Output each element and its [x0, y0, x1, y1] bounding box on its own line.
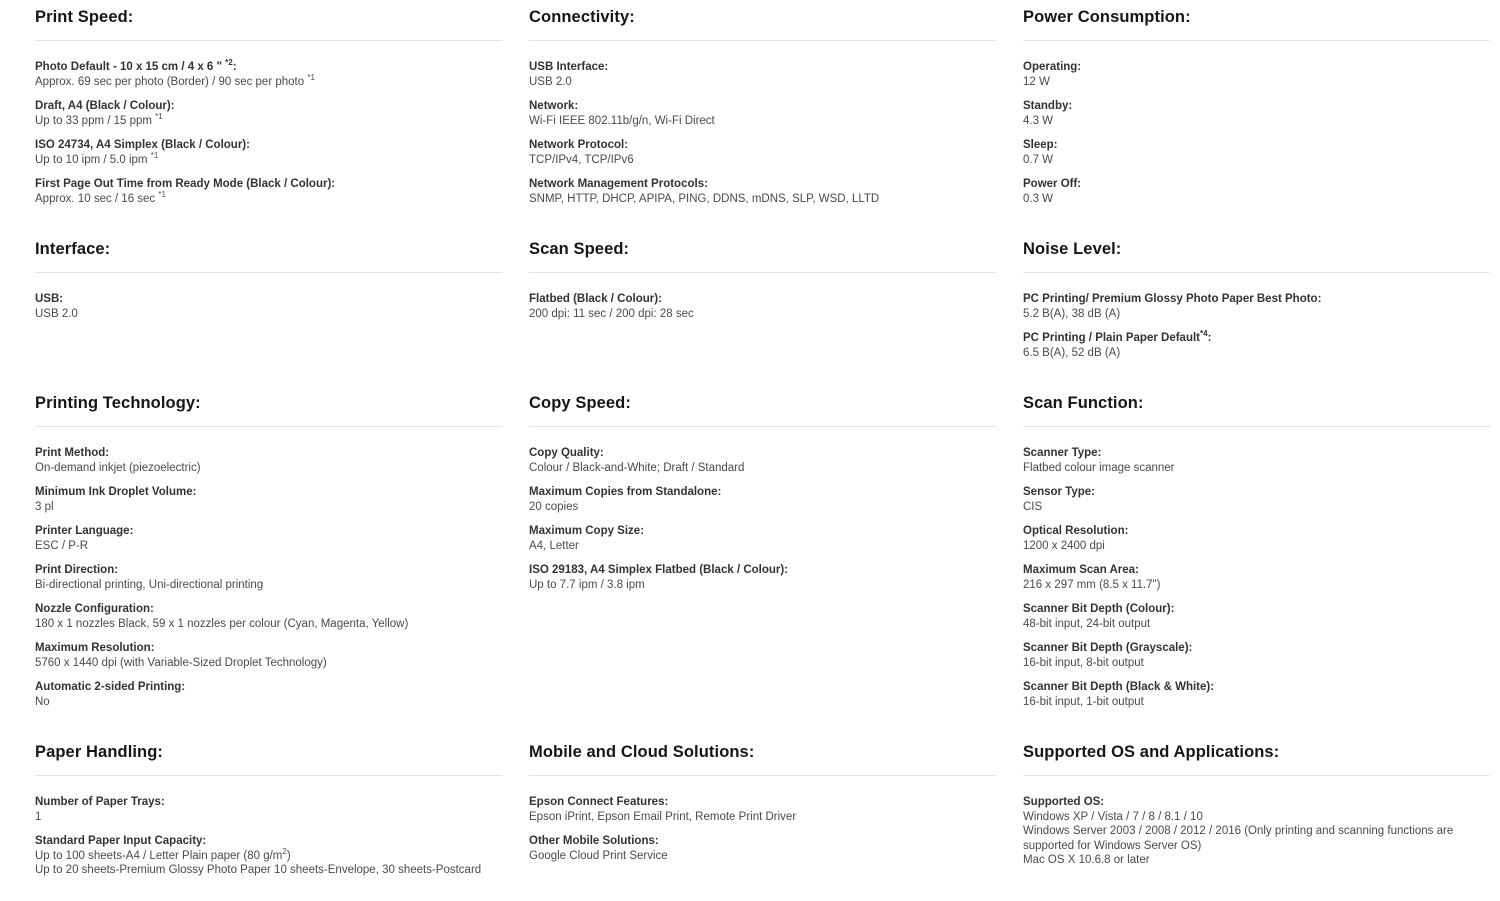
- spec-item: [529, 138, 996, 167]
- text-segment: Maximum Copies from Standalone:: [529, 486, 722, 498]
- spec-value: [529, 849, 996, 864]
- spec-item: [529, 834, 996, 863]
- text-segment: USB 2.0: [529, 75, 572, 88]
- spec-item: [1023, 795, 1490, 868]
- footnote-marker: 2: [282, 846, 287, 856]
- spec-item: [1023, 602, 1490, 631]
- spec-value: [35, 656, 502, 671]
- text-segment: Number of Paper Trays:: [35, 796, 165, 808]
- text-segment: 48-bit input, 24-bit output: [1023, 617, 1151, 630]
- spec-value: [35, 72, 502, 90]
- spec-section-scan-speed: [529, 240, 996, 321]
- text-segment: Mac OS X 10.6.8 or later: [1023, 854, 1150, 866]
- spec-item: [35, 60, 502, 89]
- text-segment: Automatic 2-sided Printing:: [35, 681, 186, 693]
- spec-label: [529, 524, 996, 539]
- spec-section-copy-speed: [529, 394, 996, 592]
- spec-value: [35, 307, 502, 322]
- spec-value: [1023, 346, 1490, 361]
- spec-item: [529, 485, 996, 514]
- spec-label: [35, 99, 502, 114]
- text-segment: Up to 100 sheets-A4 / Letter Plain paper (80 g/m: [35, 849, 283, 862]
- text-segment: 20 copies: [529, 500, 579, 513]
- text-segment: Epson iPrint, Epson Email Print, Remote Print Driver: [529, 810, 797, 823]
- text-segment: Standard Paper Input Capacity:: [35, 835, 207, 847]
- section-title: Supported OS and Applications:: [1023, 743, 1490, 776]
- spec-item: [1023, 641, 1490, 670]
- text-segment: Up to 7.7 ipm / 3.8 ipm: [529, 578, 645, 591]
- spec-label: [1023, 138, 1490, 153]
- spec-grid: [35, 8, 1490, 878]
- text-segment: Other Mobile Solutions:: [529, 835, 659, 847]
- spec-value: [529, 500, 996, 515]
- spec-item: [35, 446, 502, 475]
- text-segment: Scanner Bit Depth (Black & White):: [1023, 681, 1215, 693]
- spec-label: [35, 177, 502, 192]
- text-segment: Minimum Ink Droplet Volume:: [35, 486, 197, 498]
- text-segment: 200 dpi: 11 sec / 200 dpi: 28 sec: [529, 307, 694, 320]
- footnote-marker: *2: [225, 58, 233, 68]
- spec-section-print-speed: [35, 8, 502, 206]
- spec-item: [35, 641, 502, 670]
- spec-value: [35, 461, 502, 476]
- text-segment: 180 x 1 nozzles Black, 59 x 1 nozzles per colour (Cyan, Magenta, Yellow): [35, 617, 409, 630]
- text-segment: :: [232, 61, 237, 73]
- footnote-marker: *4: [1200, 329, 1208, 339]
- spec-value: [35, 810, 502, 825]
- text-segment: Standby:: [1023, 100, 1073, 112]
- text-segment: Nozzle Configuration:: [35, 603, 154, 615]
- text-segment: Flatbed (Black / Colour):: [529, 293, 662, 305]
- section-title: Connectivity:: [529, 8, 996, 41]
- spec-label: [35, 485, 502, 500]
- spec-section-mobile-and-cloud-solutions: [529, 743, 996, 863]
- text-segment: Print Direction:: [35, 564, 119, 576]
- spec-label: [529, 177, 996, 192]
- spec-value: [1023, 853, 1490, 868]
- text-segment: 0.3 W: [1023, 192, 1054, 205]
- spec-value: [1023, 810, 1490, 825]
- text-segment: Sleep:: [1023, 139, 1058, 151]
- spec-label: [1023, 641, 1490, 656]
- spec-item: [35, 563, 502, 592]
- spec-item: [35, 834, 502, 878]
- text-segment: A4, Letter: [529, 539, 579, 552]
- spec-label: [529, 834, 996, 849]
- spec-item: [35, 177, 502, 206]
- spec-value: [1023, 114, 1490, 129]
- text-segment: Photo Default - 10 x 15 cm / 4 x 6 ": [35, 61, 226, 73]
- spec-item: [1023, 446, 1490, 475]
- spec-label: [1023, 524, 1490, 539]
- spec-value: [1023, 539, 1490, 554]
- text-segment: 216 x 297 mm (8.5 x 11.7"): [1023, 578, 1161, 591]
- section-title: Print Speed:: [35, 8, 502, 41]
- spec-value: [529, 810, 996, 825]
- spec-item: [35, 524, 502, 553]
- section-title: Scan Function:: [1023, 394, 1490, 427]
- text-segment: 3 pl: [35, 500, 54, 513]
- text-segment: Operating:: [1023, 61, 1082, 73]
- text-segment: Scanner Bit Depth (Grayscale):: [1023, 642, 1193, 654]
- spec-label: [35, 834, 502, 849]
- spec-item: [35, 99, 502, 128]
- text-segment: Flatbed colour image scanner: [1023, 461, 1175, 474]
- spec-label: [1023, 177, 1490, 192]
- spec-label: [1023, 795, 1490, 810]
- text-segment: 1200 x 2400 dpi: [1023, 539, 1105, 552]
- spec-item: [529, 292, 996, 321]
- spec-item: [1023, 524, 1490, 553]
- section-title: Interface:: [35, 240, 502, 273]
- spec-label: [35, 60, 502, 75]
- spec-item: [529, 563, 996, 592]
- text-segment: Up to 20 sheets-Premium Glossy Photo Paper 10 sheets-Envelope, 30 sheets-Postcard: [35, 864, 482, 876]
- spec-section-paper-handling: [35, 743, 502, 878]
- text-segment: On-demand inkjet (piezoelectric): [35, 461, 201, 474]
- spec-label: [529, 563, 996, 578]
- text-segment: ESC / P-R: [35, 539, 89, 552]
- spec-label: [1023, 680, 1490, 695]
- spec-item: [1023, 485, 1490, 514]
- spec-value: [529, 114, 996, 129]
- text-segment: Maximum Copy Size:: [529, 525, 645, 537]
- text-segment: 4.3 W: [1023, 114, 1054, 127]
- spec-item: [35, 138, 502, 167]
- spec-label: [1023, 331, 1490, 346]
- spec-item: [529, 177, 996, 206]
- text-segment: Draft, A4 (Black / Colour):: [35, 100, 175, 112]
- spec-value: [1023, 500, 1490, 515]
- spec-value: [1023, 192, 1490, 207]
- spec-item: [35, 292, 502, 321]
- spec-value: [529, 539, 996, 554]
- spec-item: [1023, 99, 1490, 128]
- text-segment: No: [35, 695, 50, 708]
- section-title: Printing Technology:: [35, 394, 502, 427]
- spec-value: [35, 500, 502, 515]
- spec-item: [529, 99, 996, 128]
- spec-section-supported-os-and-applications: [1023, 743, 1490, 868]
- footnote-marker: *1: [150, 150, 159, 160]
- text-segment: 0.7 W: [1023, 153, 1054, 166]
- text-segment: Scanner Type:: [1023, 447, 1102, 459]
- spec-label: [35, 641, 502, 656]
- text-segment: Network Protocol:: [529, 139, 629, 151]
- spec-item: [529, 524, 996, 553]
- spec-label: [529, 485, 996, 500]
- spec-label: [35, 446, 502, 461]
- text-segment: First Page Out Time from Ready Mode (Black / Colour):: [35, 178, 336, 190]
- section-title: Noise Level:: [1023, 240, 1490, 273]
- text-segment: 5760 x 1440 dpi (with Variable-Sized Droplet Technology): [35, 656, 327, 669]
- text-segment: Approx. 10 sec / 16 sec: [35, 192, 159, 205]
- spec-value: [35, 695, 502, 710]
- spec-value: [35, 617, 502, 632]
- text-segment: ISO 24734, A4 Simplex (Black / Colour):: [35, 139, 250, 151]
- text-segment: 16-bit input, 1-bit output: [1023, 695, 1144, 708]
- text-segment: Maximum Scan Area:: [1023, 564, 1139, 576]
- spec-label: [35, 795, 502, 810]
- spec-value: [35, 150, 502, 168]
- spec-label: [529, 292, 996, 307]
- text-segment: CIS: [1023, 500, 1043, 513]
- text-segment: Bi-directional printing, Uni-directional printing: [35, 578, 264, 591]
- spec-item: [1023, 680, 1490, 709]
- section-title: Copy Speed:: [529, 394, 996, 427]
- spec-section-printing-technology: [35, 394, 502, 709]
- text-segment: Printer Language:: [35, 525, 134, 537]
- text-segment: Network Management Protocols:: [529, 178, 708, 190]
- text-segment: SNMP, HTTP, DHCP, APIPA, PING, DDNS, mDNS, SLP, WSD, LLTD: [529, 192, 880, 205]
- spec-value: [35, 578, 502, 593]
- spec-item: [1023, 138, 1490, 167]
- spec-value: [529, 307, 996, 322]
- spec-value: [35, 863, 502, 878]
- text-segment: Epson Connect Features:: [529, 796, 669, 808]
- section-title: Power Consumption:: [1023, 8, 1490, 41]
- spec-value: [1023, 617, 1490, 632]
- spec-value: [35, 846, 502, 864]
- spec-value: [1023, 824, 1490, 853]
- text-segment: PC Printing/ Premium Glossy Photo Paper Best Photo:: [1023, 293, 1322, 305]
- text-segment: 5.2 B(A), 38 dB (A): [1023, 307, 1121, 320]
- spec-value: [35, 189, 502, 207]
- text-segment: USB 2.0: [35, 307, 78, 320]
- spec-value: [1023, 307, 1490, 322]
- spec-label: [1023, 60, 1490, 75]
- spec-item: [1023, 177, 1490, 206]
- footnote-marker: *1: [155, 111, 163, 121]
- text-segment: Print Method:: [35, 447, 110, 459]
- text-segment: Scanner Bit Depth (Colour):: [1023, 603, 1175, 615]
- text-segment: ): [286, 849, 291, 862]
- spec-value: [529, 75, 996, 90]
- text-segment: TCP/IPv4, TCP/IPv6: [529, 153, 634, 166]
- text-segment: Google Cloud Print Service: [529, 849, 668, 862]
- spec-value: [1023, 75, 1490, 90]
- spec-label: [1023, 563, 1490, 578]
- spec-item: [35, 795, 502, 824]
- spec-section-connectivity: [529, 8, 996, 206]
- text-segment: Up to 33 ppm / 15 ppm: [35, 114, 156, 127]
- spec-label: [35, 524, 502, 539]
- text-segment: Windows XP / Vista / 7 / 8 / 8.1 / 10: [1023, 810, 1203, 823]
- text-segment: 6.5 B(A), 52 dB (A): [1023, 346, 1121, 359]
- spec-item: [1023, 331, 1490, 360]
- spec-item: [1023, 292, 1490, 321]
- spec-label: [529, 446, 996, 461]
- footnote-marker: *1: [158, 189, 166, 199]
- spec-label: [1023, 485, 1490, 500]
- text-segment: Supported OS:: [1023, 796, 1105, 808]
- text-segment: Wi-Fi IEEE 802.11b/g/n, Wi-Fi Direct: [529, 114, 715, 127]
- text-segment: Optical Resolution:: [1023, 525, 1129, 537]
- spec-item: [35, 485, 502, 514]
- section-title: Mobile and Cloud Solutions:: [529, 743, 996, 776]
- text-segment: USB:: [35, 293, 64, 305]
- text-segment: 12 W: [1023, 75, 1050, 88]
- spec-value: [529, 578, 996, 593]
- spec-section-scan-function: [1023, 394, 1490, 709]
- spec-item: [529, 795, 996, 824]
- text-segment: Sensor Type:: [1023, 486, 1095, 498]
- text-segment: Power Off:: [1023, 178, 1082, 190]
- spec-item: [529, 446, 996, 475]
- text-segment: ISO 29183, A4 Simplex Flatbed (Black / Colour):: [529, 564, 789, 576]
- spec-label: [35, 602, 502, 617]
- section-title: Paper Handling:: [35, 743, 502, 776]
- spec-label: [1023, 602, 1490, 617]
- spec-label: [529, 795, 996, 810]
- text-segment: Maximum Resolution:: [35, 642, 155, 654]
- spec-item: [1023, 60, 1490, 89]
- text-segment: 1: [35, 810, 42, 823]
- spec-item: [1023, 563, 1490, 592]
- spec-section-power-consumption: [1023, 8, 1490, 206]
- spec-value: [35, 539, 502, 554]
- text-segment: Up to 10 ipm / 5.0 ipm: [35, 153, 151, 166]
- text-segment: USB Interface:: [529, 61, 609, 73]
- spec-label: [529, 138, 996, 153]
- spec-value: [1023, 153, 1490, 168]
- spec-value: [35, 111, 502, 129]
- spec-label: [35, 563, 502, 578]
- spec-value: [529, 153, 996, 168]
- text-segment: Approx. 69 sec per photo (Border) / 90 sec per photo: [35, 75, 308, 88]
- spec-value: [529, 192, 996, 207]
- spec-item: [35, 680, 502, 709]
- spec-label: [529, 60, 996, 75]
- spec-label: [529, 99, 996, 114]
- spec-value: [1023, 578, 1490, 593]
- spec-item: [35, 602, 502, 631]
- text-segment: Copy Quality:: [529, 447, 604, 459]
- spec-label: [35, 138, 502, 153]
- spec-value: [1023, 461, 1490, 476]
- spec-value: [1023, 656, 1490, 671]
- spec-label: [1023, 292, 1490, 307]
- text-segment: PC Printing / Plain Paper Default: [1023, 332, 1201, 344]
- spec-value: [529, 461, 996, 476]
- spec-section-noise-level: [1023, 240, 1490, 360]
- spec-label: [35, 680, 502, 695]
- text-segment: Network:: [529, 100, 579, 112]
- spec-label: [1023, 446, 1490, 461]
- spec-section-interface: [35, 240, 502, 321]
- spec-label: [35, 292, 502, 307]
- spec-label: [1023, 99, 1490, 114]
- spec-item: [529, 60, 996, 89]
- text-segment: 16-bit input, 8-bit output: [1023, 656, 1144, 669]
- spec-value: [1023, 695, 1490, 710]
- footnote-marker: *1: [307, 72, 315, 82]
- text-segment: Colour / Black-and-White; Draft / Standard: [529, 461, 745, 474]
- text-segment: Windows Server 2003 / 2008 / 2012 / 2016 (Only printing and scanning functions are supported for Windows Server OS): [1023, 825, 1454, 852]
- text-segment: :: [1207, 332, 1212, 344]
- section-title: Scan Speed:: [529, 240, 996, 273]
